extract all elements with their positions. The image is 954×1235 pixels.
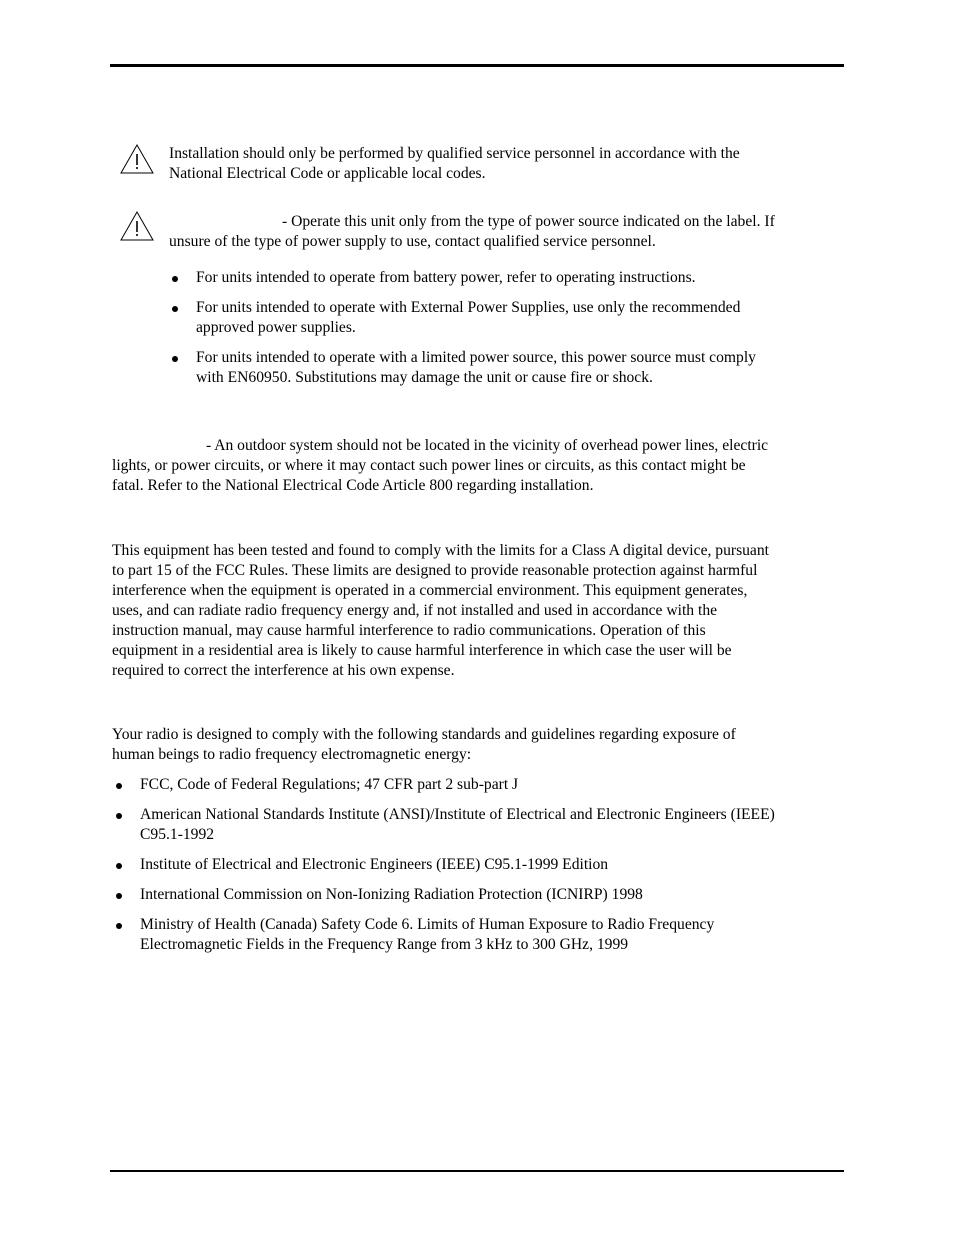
bullet-icon bbox=[172, 306, 178, 312]
caution-power-source-text bbox=[169, 212, 849, 252]
text-line: American National Standards Institute (ANSI)/Institute of Electrical and Electronic Engineers (IEEE) bbox=[140, 806, 775, 823]
outdoor-installation-paragraph bbox=[112, 436, 847, 496]
text-line: Electromagnetic Fields in the Frequency Range from 3 kHz to 300 GHz, 1999 bbox=[140, 936, 629, 953]
text-line: National Electrical Code or applicable local codes. bbox=[169, 165, 486, 182]
text-line: interference when the equipment is operated in a commercial environment. This equipment generates, bbox=[112, 582, 748, 599]
list-item bbox=[140, 915, 775, 955]
bullet-icon bbox=[172, 276, 178, 282]
rf-standards-bullet-list bbox=[140, 775, 775, 955]
list-item bbox=[140, 885, 775, 915]
text-line: For units intended to operate with External Power Supplies, use only the recommended bbox=[196, 299, 741, 316]
bullet-icon bbox=[116, 923, 122, 929]
bullet-icon bbox=[116, 813, 122, 819]
list-item bbox=[140, 855, 775, 885]
text-line: International Commission on Non-Ionizing Radiation Protection (ICNIRP) 1998 bbox=[140, 886, 643, 903]
warning-triangle-icon bbox=[119, 210, 155, 242]
bullet-icon bbox=[116, 783, 122, 789]
bullet-icon bbox=[172, 356, 178, 362]
list-item bbox=[140, 805, 775, 855]
text-line: lights, or power circuits, or where it may contact such power lines or circuits, as this contact might be bbox=[112, 457, 746, 474]
warning-triangle-icon bbox=[119, 143, 155, 175]
text-line: to part 15 of the FCC Rules. These limits are designed to provide reasonable protection against harmful bbox=[112, 562, 758, 579]
text-line: approved power supplies. bbox=[196, 319, 356, 336]
text-line: For units intended to operate with a limited power source, this power source must comply bbox=[196, 349, 756, 366]
bullet-icon bbox=[116, 893, 122, 899]
fcc-compliance-paragraph bbox=[112, 541, 847, 681]
text-line: fatal. Refer to the National Electrical Code Article 800 regarding installation. bbox=[112, 477, 594, 494]
text-line: Your radio is designed to comply with the following standards and guidelines regarding exposure of bbox=[112, 726, 736, 743]
text-line: FCC, Code of Federal Regulations; 47 CFR part 2 sub-part J bbox=[140, 776, 519, 793]
list-item bbox=[140, 775, 775, 805]
text-line: equipment in a residential area is likely to cause harmful interference in which case the user will be bbox=[112, 642, 732, 659]
list-item bbox=[196, 348, 756, 388]
text-line: unsure of the type of power supply to use, contact qualified service personnel. bbox=[169, 233, 656, 250]
caution-installation-text bbox=[169, 144, 740, 184]
rf-exposure-paragraph bbox=[112, 725, 847, 765]
text-line: Installation should only be performed by qualified service personnel in accordance with the bbox=[169, 145, 740, 162]
power-source-bullet-list bbox=[196, 268, 756, 388]
text-line: C95.1-1992 bbox=[140, 826, 215, 843]
footer-rule bbox=[110, 1170, 844, 1172]
text-line: uses, and can radiate radio frequency energy and, if not installed and used in accordance with the bbox=[112, 602, 718, 619]
list-item bbox=[196, 298, 756, 348]
text-line: human beings to radio frequency electromagnetic energy: bbox=[112, 746, 472, 763]
text-line: Institute of Electrical and Electronic Engineers (IEEE) C95.1-1999 Edition bbox=[140, 856, 609, 873]
text-line: required to correct the interference at his own expense. bbox=[112, 662, 455, 679]
text-line: instruction manual, may cause harmful interference to radio communications. Operation of this bbox=[112, 622, 706, 639]
list-item bbox=[196, 268, 756, 298]
text-line: For units intended to operate from battery power, refer to operating instructions. bbox=[196, 269, 696, 286]
header-rule bbox=[110, 64, 844, 67]
text-line: - An outdoor system should not be located in the vicinity of overhead power lines, electric bbox=[206, 437, 769, 454]
text-line: with EN60950. Substitutions may damage the unit or cause fire or shock. bbox=[196, 369, 653, 386]
text-line: This equipment has been tested and found to comply with the limits for a Class A digital device, pursuant bbox=[112, 542, 769, 559]
text-line: - Operate this unit only from the type of power source indicated on the label. If bbox=[282, 213, 775, 230]
bullet-icon bbox=[116, 863, 122, 869]
text-line: Ministry of Health (Canada) Safety Code 6. Limits of Human Exposure to Radio Frequency bbox=[140, 916, 715, 933]
